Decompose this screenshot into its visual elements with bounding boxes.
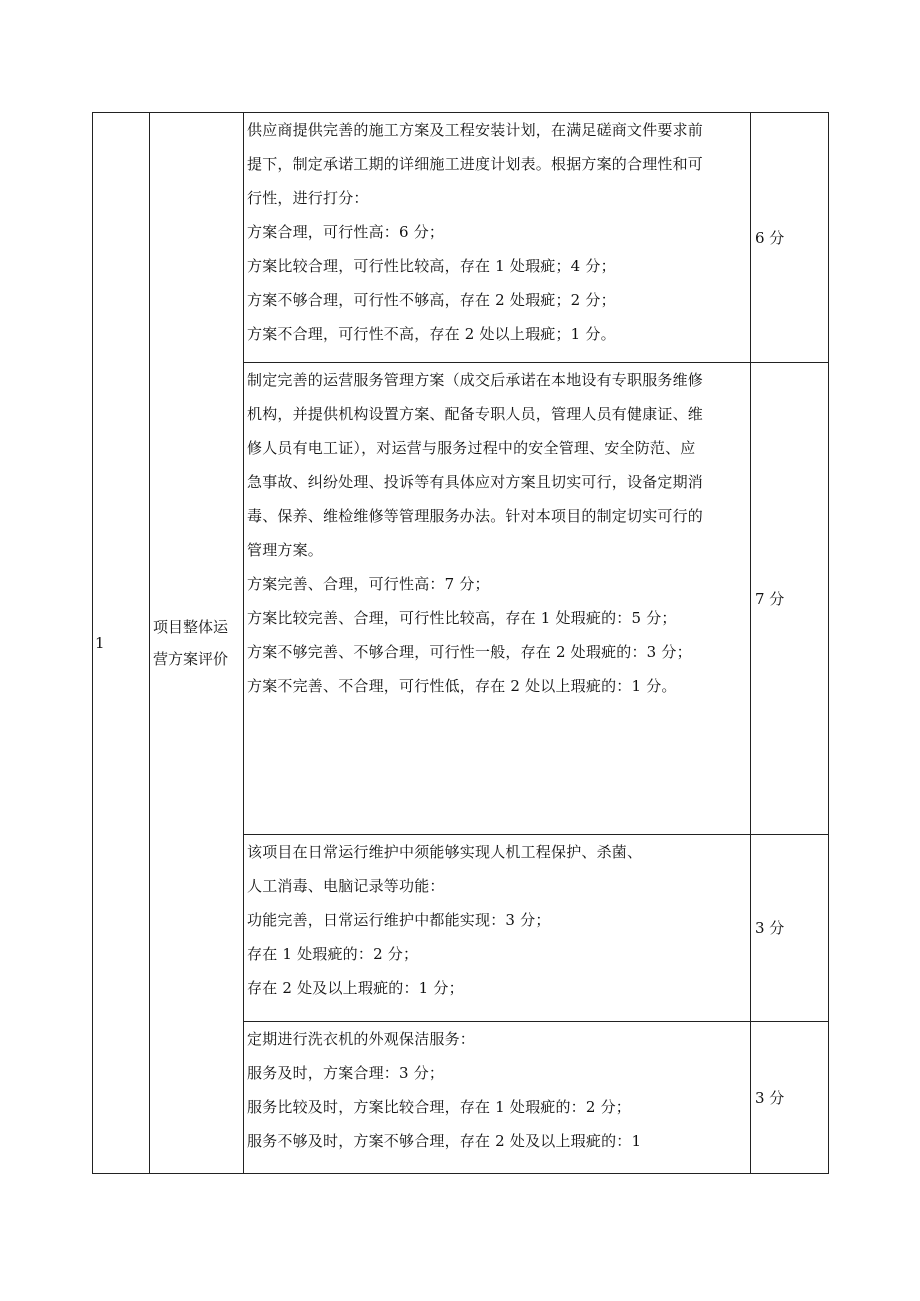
criteria-line: 服务不够及时，方案不够合理，存在 2 处及以上瑕疵的：1: [247, 1132, 642, 1150]
criteria-cell: [244, 835, 751, 1022]
criteria-line: 定期进行洗衣机的外观保洁服务：: [247, 1030, 476, 1048]
criteria-line: 方案比较合理，可行性比较高，存在 1 处瑕疵；4 分；: [247, 257, 616, 275]
criteria-line: 方案不完善、不合理，可行性低，存在 2 处以上瑕疵的：1 分。: [247, 677, 677, 695]
score-value: 7 分: [755, 589, 785, 608]
criteria-line: 该项目在日常运行维护中须能够实现人机工程保护、杀菌、: [247, 843, 643, 861]
criteria-line: 行性，进行打分：: [247, 189, 369, 207]
criteria-line: 方案比较完善、合理，可行性比较高，存在 1 处瑕疵的：5 分；: [247, 609, 677, 627]
scoring-table: [92, 112, 829, 1174]
criteria-line: 服务比较及时，方案比较合理，存在 1 处瑕疵的：2 分；: [247, 1098, 631, 1116]
criteria-line: 方案不够合理，可行性不够高，存在 2 处瑕疵；2 分；: [247, 291, 616, 309]
criteria-line: 方案不合理，可行性不高，存在 2 处以上瑕疵；1 分。: [247, 325, 616, 343]
criteria-line: 人工消毒、电脑记录等功能：: [247, 877, 445, 895]
criteria-line: 急事故、纠纷处理、投诉等有具体应对方案且切实可行，设备定期消: [247, 473, 704, 491]
criteria-cell: [244, 1022, 751, 1174]
criteria-line: 存在 2 处及以上瑕疵的：1 分；: [247, 979, 464, 997]
criteria-line: 管理方案。: [247, 541, 324, 559]
criteria-line: 存在 1 处瑕疵的：2 分；: [247, 945, 419, 963]
criteria-line: 修人员有电工证），对运营与服务过程中的安全管理、安全防范、应: [247, 439, 696, 457]
score-cell: [751, 1022, 829, 1174]
criteria-line: 毒、保养、维检维修等管理服务办法。针对本项目的制定切实可行的: [247, 507, 704, 525]
score-value: 6 分: [755, 228, 785, 247]
criteria-line: 功能完善，日常运行维护中都能实现：3 分；: [247, 911, 551, 929]
criteria-line: 供应商提供完善的施工方案及工程安装计划，在满足磋商文件要求前: [247, 121, 704, 139]
table-row: [93, 113, 829, 363]
row-number-cell: [93, 113, 150, 1174]
item-name: 项目整体运营方案评价: [153, 618, 229, 668]
score-cell: [751, 113, 829, 363]
score-value: 3 分: [755, 1088, 785, 1107]
row-number: 1: [95, 634, 105, 652]
criteria-line: 方案完善、合理，可行性高：7 分；: [247, 575, 490, 593]
score-cell: [751, 835, 829, 1022]
criteria-line: 提下，制定承诺工期的详细施工进度计划表。根据方案的合理性和可: [247, 155, 704, 173]
criteria-line: 制定完善的运营服务管理方案（成交后承诺在本地设有专职服务维修: [247, 371, 704, 389]
score-cell: [751, 363, 829, 835]
criteria-line: 机构，并提供机构设置方案、配备专职人员，管理人员有健康证、维: [247, 405, 704, 423]
criteria-cell: [244, 113, 751, 363]
criteria-line: 方案不够完善、不够合理，可行性一般，存在 2 处瑕疵的：3 分；: [247, 643, 692, 661]
criteria-line: 服务及时，方案合理：3 分；: [247, 1064, 445, 1082]
criteria-cell: [244, 363, 751, 835]
score-value: 3 分: [755, 919, 785, 937]
item-name-cell: [150, 113, 244, 1174]
criteria-line: 方案合理，可行性高：6 分；: [247, 223, 445, 241]
